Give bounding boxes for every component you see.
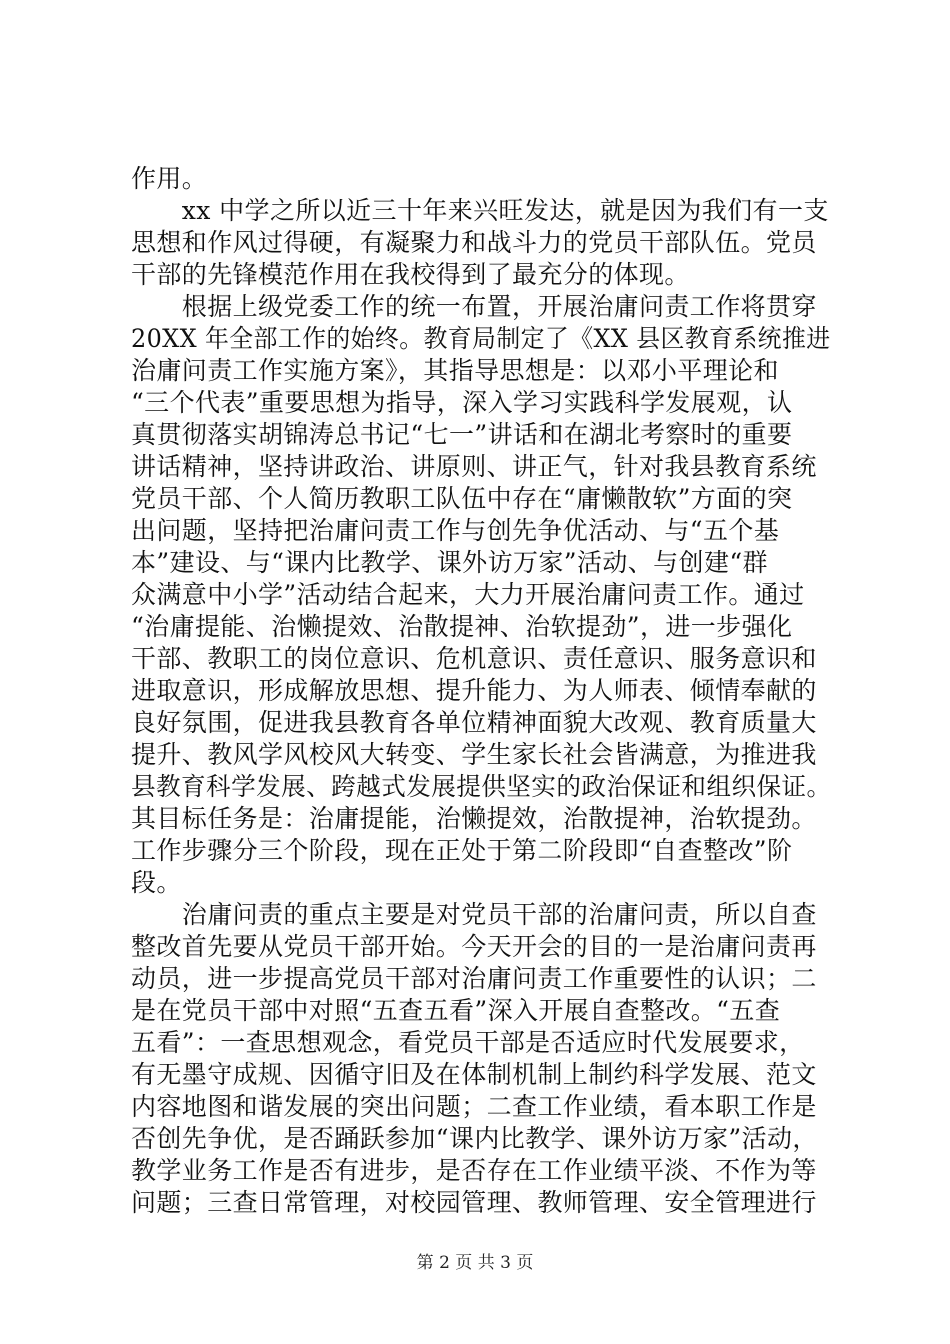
text-line: 教学业务工作是否有进步，是否存在工作业绩平淡、不作为等 <box>131 1156 817 1185</box>
text-line: xx 中学之所以近三十年来兴旺发达，就是因为我们有一支 <box>131 196 829 225</box>
text-line: 本”建设、与“课内比教学、课外访万家”活动、与创建“群 <box>131 548 768 577</box>
text-line: 内容地图和谐发展的突出问题；二查工作业绩，看本职工作是 <box>131 1092 817 1121</box>
text-line: 段。 <box>131 868 182 897</box>
text-line: “三个代表”重要思想为指导，深入学习实践科学发展观，认 <box>131 388 793 417</box>
text-line: 思想和作风过得硬，有凝聚力和战斗力的党员干部队伍。党员 <box>131 228 817 257</box>
text-line: 问题；三查日常管理，对校园管理、教师管理、安全管理进行 <box>131 1188 817 1217</box>
text-line: 进取意识，形成解放思想、提升能力、为人师表、倾情奉献的 <box>131 676 817 705</box>
text-line: 有无墨守成规、因循守旧及在体制机制上制约科学发展、范文 <box>131 1060 817 1089</box>
text-line: 出问题，坚持把治庸问责工作与创先争优活动、与“五个基 <box>131 516 780 545</box>
text-line: 五看”：一查思想观念，看党员干部是否适应时代发展要求， <box>131 1028 805 1057</box>
text-line: 治庸问责的重点主要是对党员干部的治庸问责，所以自查 <box>131 900 817 929</box>
text-line: 其目标任务是：治庸提能，治懒提效，治散提神，治软提劲。 <box>131 804 817 833</box>
text-line: 党员干部、个人简历教职工队伍中存在“庸懒散软”方面的突 <box>131 484 793 513</box>
text-line: 是在党员干部中对照“五查五看”深入开展自查整改。“五查 <box>131 996 781 1025</box>
text-line: 作用。 <box>131 164 208 193</box>
text-line: 整改首先要从党员干部开始。今天开会的目的一是治庸问责再 <box>131 932 817 961</box>
text-line: 良好氛围，促进我县教育各单位精神面貌大改观、教育质量大 <box>131 708 817 737</box>
text-line: 根据上级党委工作的统一布置，开展治庸问责工作将贯穿 <box>131 292 817 321</box>
body-text <box>131 163 831 1219</box>
text-line: 讲话精神，坚持讲政治、讲原则、讲正气，针对我县教育系统 <box>131 452 817 481</box>
text-line: 治庸问责工作实施方案》，其指导思想是：以邓小平理论和 <box>131 356 779 385</box>
text-line: 否创先争优，是否踊跃参加“课内比教学、课外访万家”活动， <box>131 1124 818 1153</box>
text-line: 提升、教风学风校风大转变、学生家长社会皆满意，为推进我 <box>131 740 817 769</box>
text-line: 县教育科学发展、跨越式发展提供坚实的政治保证和组织保证。 <box>131 772 832 801</box>
text-line: 动员，进一步提高党员干部对治庸问责工作重要性的认识；二 <box>131 964 817 993</box>
page-footer: 第 2 页 共 3 页 <box>416 1253 534 1273</box>
text-line: 众满意中小学”活动结合起来，大力开展治庸问责工作。通过 <box>131 580 805 609</box>
text-line: “治庸提能、治懒提效、治散提神、治软提劲”，进一步强化 <box>131 612 793 641</box>
text-line: 干部、教职工的岗位意识、危机意识、责任意识、服务意识和 <box>131 644 817 673</box>
text-line: 真贯彻落实胡锦涛总书记“七一”讲话和在湖北考察时的重要 <box>131 420 793 449</box>
text-line: 干部的先锋模范作用在我校得到了最充分的体现。 <box>131 260 690 289</box>
text-line: 20XX 年全部工作的始终。教育局制定了《XX 县区教育系统推进 <box>131 324 831 353</box>
text-line: 工作步骤分三个阶段，现在正处于第二阶段即“自查整改”阶 <box>131 836 793 865</box>
